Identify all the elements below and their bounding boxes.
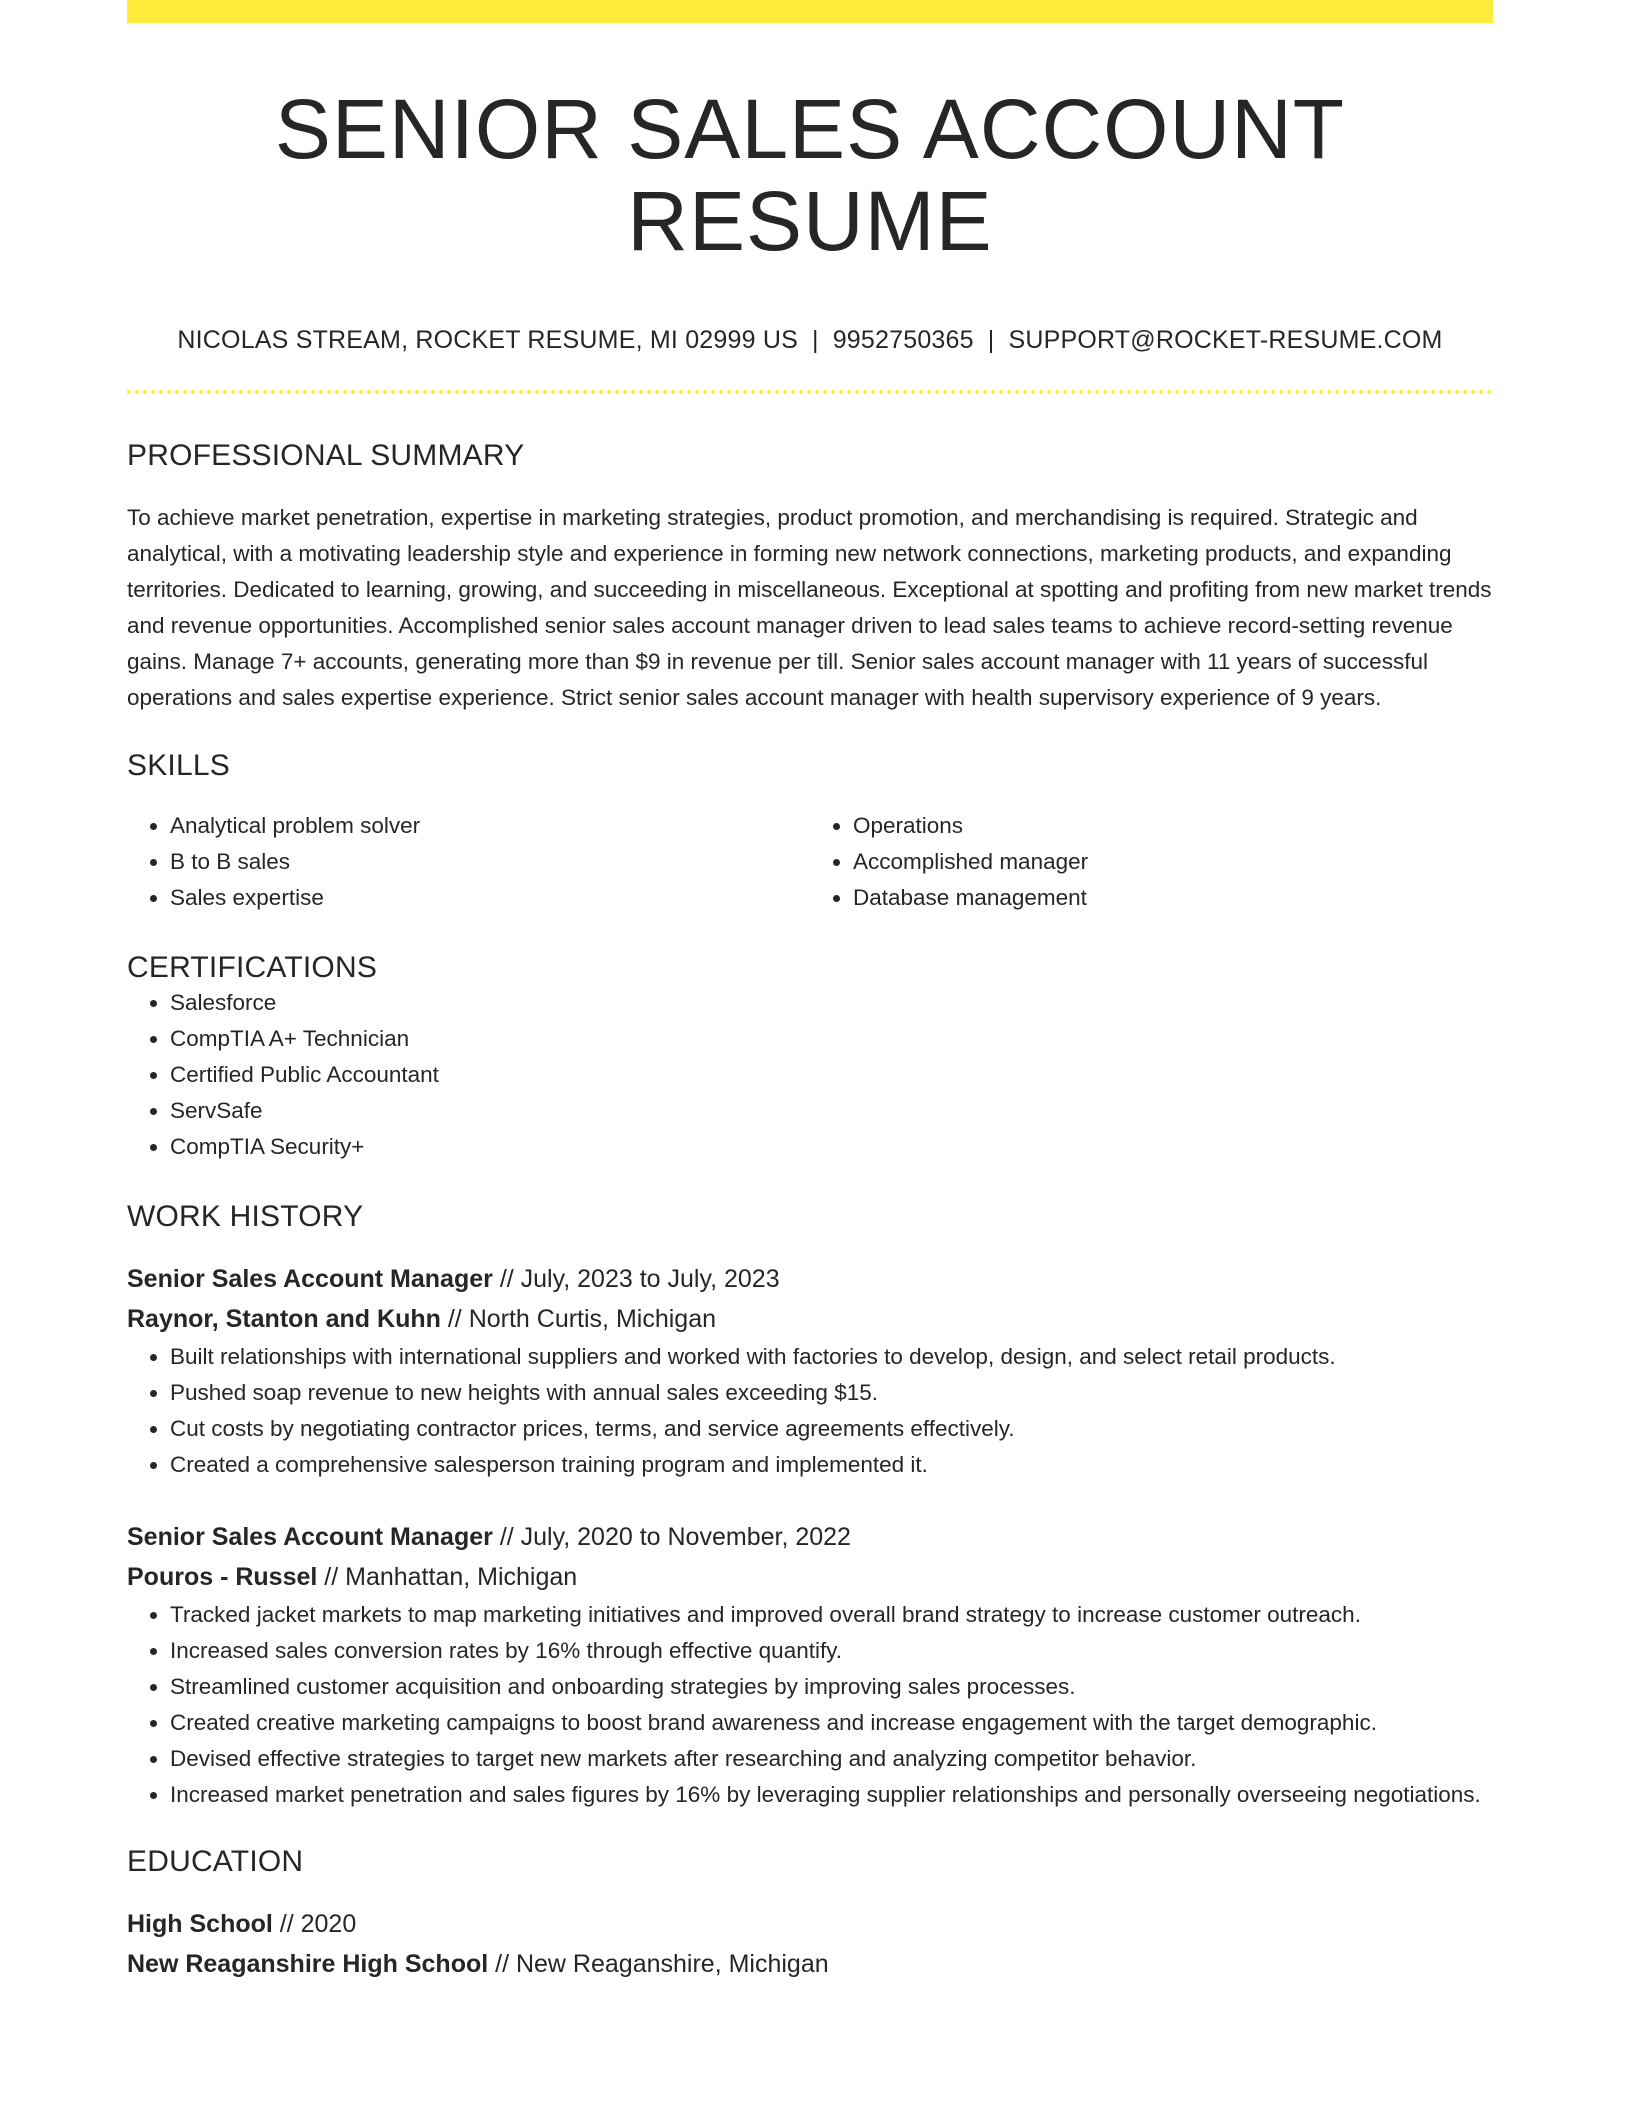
job-bullets	[127, 1339, 1493, 1483]
job-bullet: • Created creative marketing campaigns to boost brand awareness and increase engagement with the target demographic.	[170, 1705, 1493, 1741]
section-heading-summary: PROFESSIONAL SUMMARY	[127, 438, 525, 472]
job-title: Senior Sales Account Manager	[127, 1522, 493, 1551]
job-bullet: • Streamlined customer acquisition and onboarding strategies by improving sales processes.	[170, 1669, 1493, 1705]
job-entry	[127, 1517, 1493, 1813]
education-year: // 2020	[279, 1909, 357, 1938]
resume-page	[127, 0, 1493, 1984]
contact-separator: |	[987, 325, 995, 354]
skill-item: • Database management	[853, 880, 1493, 916]
skills-columns	[127, 808, 1493, 916]
job-title-line	[127, 1259, 1493, 1299]
job-bullet: • Increased market penetration and sales figures by 16% by leveraging supplier relationships and personally overseeing negotiations.	[170, 1777, 1493, 1813]
education-school: New Reaganshire High School	[127, 1949, 489, 1978]
skill-item: • Sales expertise	[170, 880, 810, 916]
job-bullet: • Increased sales conversion rates by 16% through effective quantify.	[170, 1633, 1493, 1669]
job-bullet: • Cut costs by negotiating contractor prices, terms, and service agreements effectively.	[170, 1411, 1493, 1447]
summary-text: To achieve market penetration, expertise in marketing strategies, product promotion, and merchandising is required. Strategic and analytical, with a motivating leadership style and experience in forming new network connections, marketing products, and expanding territories. Dedicated to learning, growing, and succeeding in miscellaneous. Exceptional at spotting and profiting from new market trends and revenue opportunities. Accomplished senior sales account manager driven to lead sales teams to achieve record-setting revenue gains. Manage 7+ accounts, generating more than $9 in revenue per till. Senior sales account manager with 11 years of successful operations and sales expertise experience. Strict senior sales account manager with health supervisory experience of 9 years.	[127, 504, 1492, 710]
certification-item: • Certified Public Accountant	[170, 1057, 1493, 1093]
certification-item: • Salesforce	[170, 985, 1493, 1021]
job-location: // Manhattan, Michigan	[324, 1562, 578, 1591]
skills-list-right	[810, 808, 1493, 916]
job-entry	[127, 1259, 1493, 1483]
job-dates: // July, 2023 to July, 2023	[499, 1264, 780, 1293]
skill-item: • Analytical problem solver	[170, 808, 810, 844]
job-title-line	[127, 1517, 1493, 1557]
section-heading-skills: SKILLS	[127, 748, 230, 782]
contact-email: SUPPORT@ROCKET-RESUME.COM	[1008, 325, 1443, 354]
job-bullet: • Devised effective strategies to target new markets after researching and analyzing competitor behavior.	[170, 1741, 1493, 1777]
job-bullet: • Built relationships with international suppliers and worked with factories to develop, design, and select retail products.	[170, 1339, 1493, 1375]
contact-line	[127, 326, 1493, 355]
accent-top-bar	[127, 0, 1493, 23]
education-degree-line	[127, 1904, 1493, 1944]
skill-item: • Accomplished manager	[853, 844, 1493, 880]
certification-item: • CompTIA Security+	[170, 1129, 1493, 1165]
certification-item: • CompTIA A+ Technician	[170, 1021, 1493, 1057]
job-bullet: • Created a comprehensive salesperson training program and implemented it.	[170, 1447, 1493, 1483]
education-entry	[127, 1904, 1493, 1984]
section-heading-certifications: CERTIFICATIONS	[127, 950, 378, 984]
job-bullet: • Pushed soap revenue to new heights with annual sales exceeding $15.	[170, 1375, 1493, 1411]
contact-address: NICOLAS STREAM, ROCKET RESUME, MI 02999 US	[177, 325, 798, 354]
education-school-line	[127, 1944, 1493, 1984]
education-location: // New Reaganshire, Michigan	[495, 1949, 829, 1978]
section-heading-work-history: WORK HISTORY	[127, 1199, 364, 1233]
section-heading-education: EDUCATION	[127, 1844, 304, 1878]
job-dates: // July, 2020 to November, 2022	[499, 1522, 851, 1551]
skill-item: • B to B sales	[170, 844, 810, 880]
education-degree: High School	[127, 1909, 273, 1938]
job-company-line	[127, 1557, 1493, 1597]
contact-phone: 9952750365	[832, 325, 974, 354]
job-company: Raynor, Stanton and Kuhn	[127, 1304, 441, 1333]
job-location: // North Curtis, Michigan	[447, 1304, 716, 1333]
job-title: Senior Sales Account Manager	[127, 1264, 493, 1293]
job-company: Pouros - Russel	[127, 1562, 318, 1591]
skills-list-left	[127, 808, 810, 916]
resume-title: SENIOR SALES ACCOUNT RESUME	[274, 82, 1346, 269]
contact-separator: |	[812, 325, 819, 354]
job-bullets	[127, 1597, 1493, 1813]
job-bullet: • Tracked jacket markets to map marketing initiatives and improved overall brand strategy to increase customer outreach.	[170, 1597, 1493, 1633]
certifications-list	[127, 985, 1493, 1165]
certification-item: • ServSafe	[170, 1093, 1493, 1129]
job-company-line	[127, 1299, 1493, 1339]
dotted-divider	[127, 390, 1493, 394]
skill-item: • Operations	[853, 808, 1493, 844]
